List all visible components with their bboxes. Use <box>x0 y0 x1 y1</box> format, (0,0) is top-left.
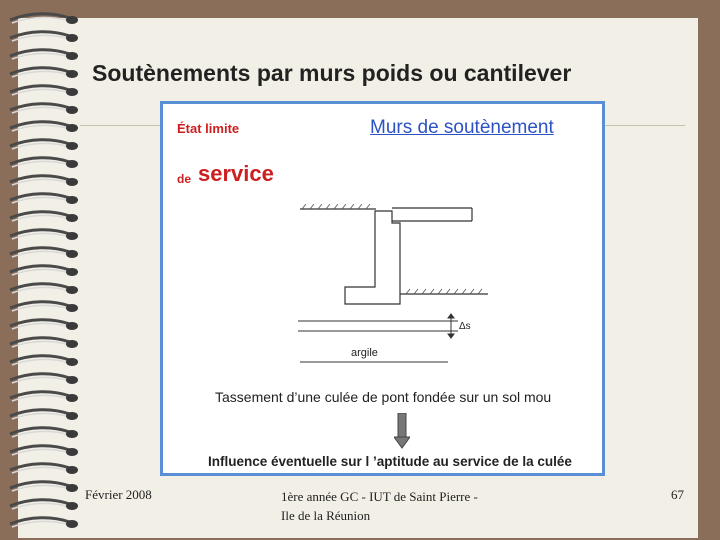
spiral-ring <box>10 518 78 528</box>
spiral-ring <box>10 14 78 24</box>
spiral-ring <box>10 302 78 312</box>
spiral-ring <box>10 248 78 258</box>
spiral-ring <box>10 50 78 60</box>
spiral-ring <box>10 392 78 402</box>
spiral-binding <box>0 10 90 530</box>
spiral-ring <box>10 104 78 114</box>
footer-institution-line1: 1ère année GC - IUT de Saint Pierre - <box>281 489 478 504</box>
spiral-ring <box>10 122 78 132</box>
footer-institution-line2: Ile de la Réunion <box>281 508 371 523</box>
spiral-ring <box>10 374 78 384</box>
spiral-ring <box>10 284 78 294</box>
figure-de-label: de <box>177 172 192 186</box>
spiral-ring <box>10 86 78 96</box>
spiral-ring <box>10 338 78 348</box>
spiral-ring <box>10 464 78 474</box>
settlement-caption: Tassement d’une culée de pont fondée sur un sol mou <box>215 389 552 405</box>
footer-institution <box>281 487 521 525</box>
front-ground-hatching <box>406 289 482 294</box>
spiral-ring <box>10 410 78 420</box>
spiral-ring <box>10 32 78 42</box>
spiral-ring <box>10 194 78 204</box>
footer-date: Février 2008 <box>85 487 152 502</box>
retaining-wall-diagram <box>288 204 488 369</box>
spiral-ring <box>10 266 78 276</box>
settlement-arrow <box>448 314 454 338</box>
figure-title: Murs de soutènement <box>370 117 554 138</box>
spiral-ring <box>10 158 78 168</box>
spiral-ring <box>10 176 78 186</box>
spiral-ring <box>10 212 78 222</box>
spiral-ring <box>10 140 78 150</box>
backfill-hatching <box>302 204 370 209</box>
figure-state-label: État limite <box>177 121 240 136</box>
spiral-ring <box>10 68 78 78</box>
footer-page-number: 67 <box>671 487 684 502</box>
spiral-ring <box>10 428 78 438</box>
spiral-ring <box>10 320 78 330</box>
down-arrow-icon <box>394 413 410 449</box>
delta-s-label: Δs <box>459 321 471 332</box>
spiral-ring <box>10 356 78 366</box>
spiral-ring <box>10 446 78 456</box>
influence-caption: Influence éventuelle sur l ’aptitude au service de la culée <box>208 454 572 469</box>
spiral-ring <box>10 500 78 510</box>
slide-title: Soutènements par murs poids ou cantilever <box>92 60 572 86</box>
spiral-ring <box>10 482 78 492</box>
spiral-ring <box>10 230 78 240</box>
figure-panel <box>160 101 605 476</box>
soil-label: argile <box>351 347 378 359</box>
abutment-wall <box>345 211 400 304</box>
figure-service-label: service <box>198 161 274 186</box>
